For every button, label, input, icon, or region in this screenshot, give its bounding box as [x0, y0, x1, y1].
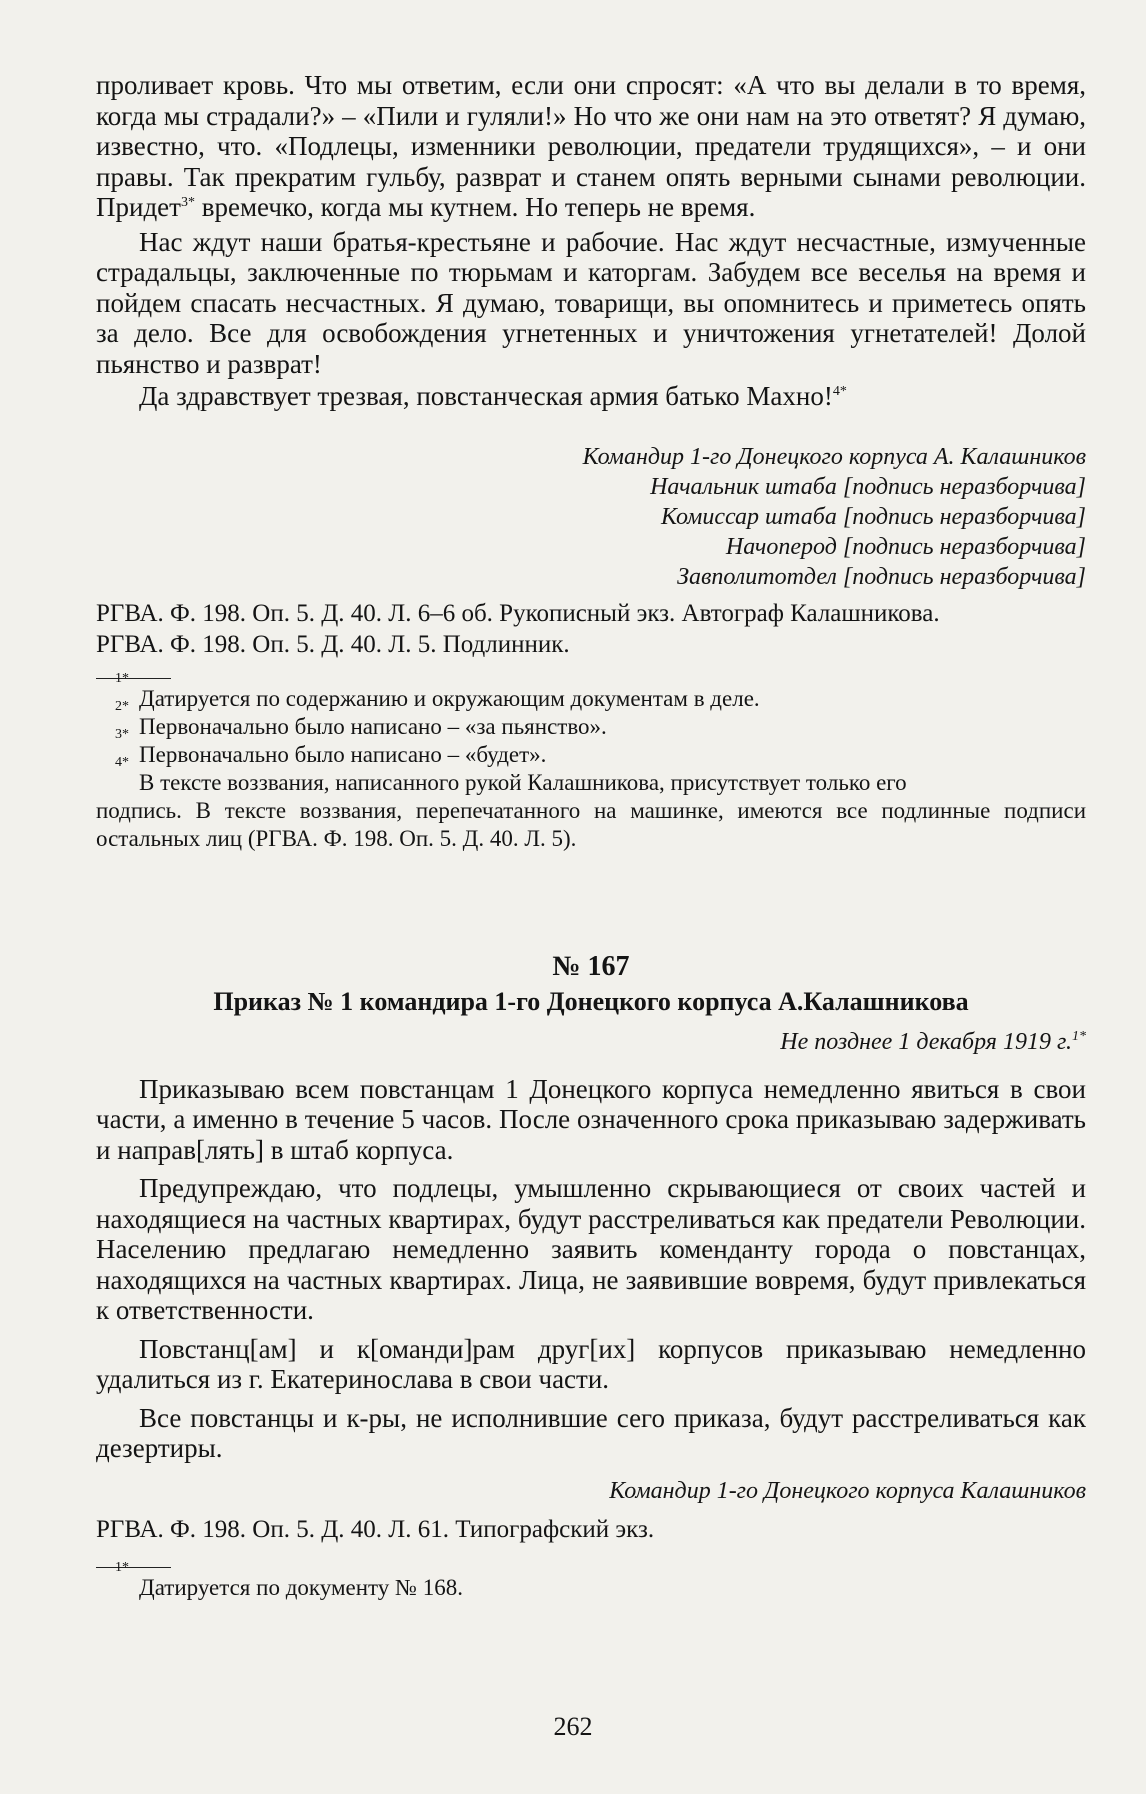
footnote-text: Датируется по документу № 168. — [139, 1574, 463, 1600]
signature-line: Завполитотдел [подпись неразборчива] — [677, 563, 1086, 590]
paragraph — [96, 381, 1086, 412]
order-text — [96, 1074, 1086, 1464]
signature-line: Командир 1-го Донецкого корпуса А. Калашников — [582, 443, 1086, 470]
paragraph-text: времечко, когда мы кутнем. Но теперь не время. — [194, 192, 756, 222]
document-date — [96, 1026, 1086, 1058]
footnote-divider — [96, 1567, 171, 1568]
paragraph: Повстанц[ам] и к[оманди]рам друг[их] корпусов приказываю немедленно удалиться из г. Екатеринослава в свои части. — [96, 1333, 1086, 1394]
footnotes — [96, 670, 1086, 853]
footnote-mark: 4* — [832, 384, 847, 399]
footnote-text: Первоначально было написано – «будет». — [139, 741, 547, 767]
paragraph: Приказываю всем повстанцам 1 Донецкого корпуса немедленно явиться в свои части, а именно в течение 5 часов. После означенного срока приказываю задерживать и направ[лять] в штаб корпуса. — [96, 1073, 1086, 1165]
archive-reference: РГВА. Ф. 198. Оп. 5. Д. 40. Л. 6–6 об. Рукописный экз. Автограф Калашникова. — [96, 599, 940, 627]
signature-line: Начальник штаба [подпись неразборчива] — [650, 473, 1086, 500]
signature-line: Комиссар штаба [подпись неразборчива] — [660, 503, 1086, 530]
paragraph-text: проливает кровь. Что мы ответим, если они спросят: «А что вы делали в то время, когда мы страдали?» – «Пили и гуляли!» Но что же они нам на это ответят? Я думаю, известно, что. «Подлецы, изменники революции, предатели трудящихся», – и они правы. Так прекратим гульбу, разврат и станем опять верными сынами революции. Придет — [96, 70, 1086, 222]
paragraph-text: Да здравствует трезвая, повстанческая армия батько Махно! — [139, 381, 833, 411]
footnote-text: В тексте воззвания, написанного рукой Калашникова, присутствует только его — [139, 769, 907, 795]
footnote: 2* Первоначально было написано – «за пьянство». — [115, 698, 607, 739]
document-date-text: Не позднее 1 декабря 1919 г. — [780, 1028, 1072, 1055]
signature-line: Начоперод [подпись неразборчива] — [725, 533, 1086, 560]
footnote-mark: 1* — [1072, 1028, 1086, 1044]
footnote: 1* Датируется по содержанию и окружающим документам в деле. — [115, 670, 760, 711]
paragraph: Предупреждаю, что подлецы, умышленно скрывающиеся от своих частей и находящиеся на частных квартирах, будут расстреливаться как предатели Революции. Населению предлагаю немедленно заявить коменданту города о повстанцах, находящихся на частных квартирах. Лица, не заявившие вовремя, будут привлекаться к ответственности. — [96, 1173, 1086, 1325]
archive-reference: РГВА. Ф. 198. Оп. 5. Д. 40. Л. 5. Подлинник. — [96, 630, 570, 658]
footnote-mark: 3* — [180, 195, 195, 210]
footnote: 1* Датируется по документу № 168. — [115, 1559, 463, 1600]
document-167 — [96, 950, 1086, 1602]
page-number: 262 — [553, 1712, 593, 1741]
footnote-divider — [96, 678, 171, 679]
signature-line: Командир 1-го Донецкого корпуса Калашников — [609, 1477, 1086, 1504]
footnote-text: Первоначально было написано – «за пьянство». — [139, 713, 607, 739]
paragraph — [96, 70, 1086, 223]
footnote: 4* В тексте воззвания, написанного рукой Калашникова, присутствует только его — [115, 754, 907, 795]
paragraph: Все повстанцы и к-ры, не исполнившие сего приказа, будут расстреливаться как дезертиры. — [96, 1402, 1086, 1463]
page-content — [96, 70, 1086, 1602]
archive-references — [96, 598, 1086, 660]
signature-block — [96, 442, 1086, 592]
paragraph: Нас ждут наши братья-крестьяне и рабочие. Нас ждут несчастные, измученные страдальцы, заключенные по тюрьмам и каторгам. Забудем все веселья на время и пойдем спасать несчастных. Я думаю, товарищи, вы опомнитесь и приметесь опять за дело. Все для освобождения угнетенных и уничтожения угнетателей! Долой пьянство и разврат! — [96, 226, 1086, 379]
document-number: № 167 — [552, 950, 630, 982]
footnote-text: Датируется по содержанию и окружающим документам в деле. — [139, 685, 760, 711]
footnote: 3* Первоначально было написано – «будет». — [115, 726, 547, 767]
document-title: Приказ № 1 командира 1-го Донецкого корпуса А.Калашникова — [213, 986, 969, 1016]
footnote-continuation: подпись. В тексте воззвания, перепечатанного на машинке, имеются все подлинные подписи остальных лиц (РГВА. Ф. 198. Оп. 5. Д. 40. Л. 5). — [96, 797, 1086, 851]
archive-reference: РГВА. Ф. 198. Оп. 5. Д. 40. Л. 61. Типографский экз. — [96, 1515, 655, 1543]
